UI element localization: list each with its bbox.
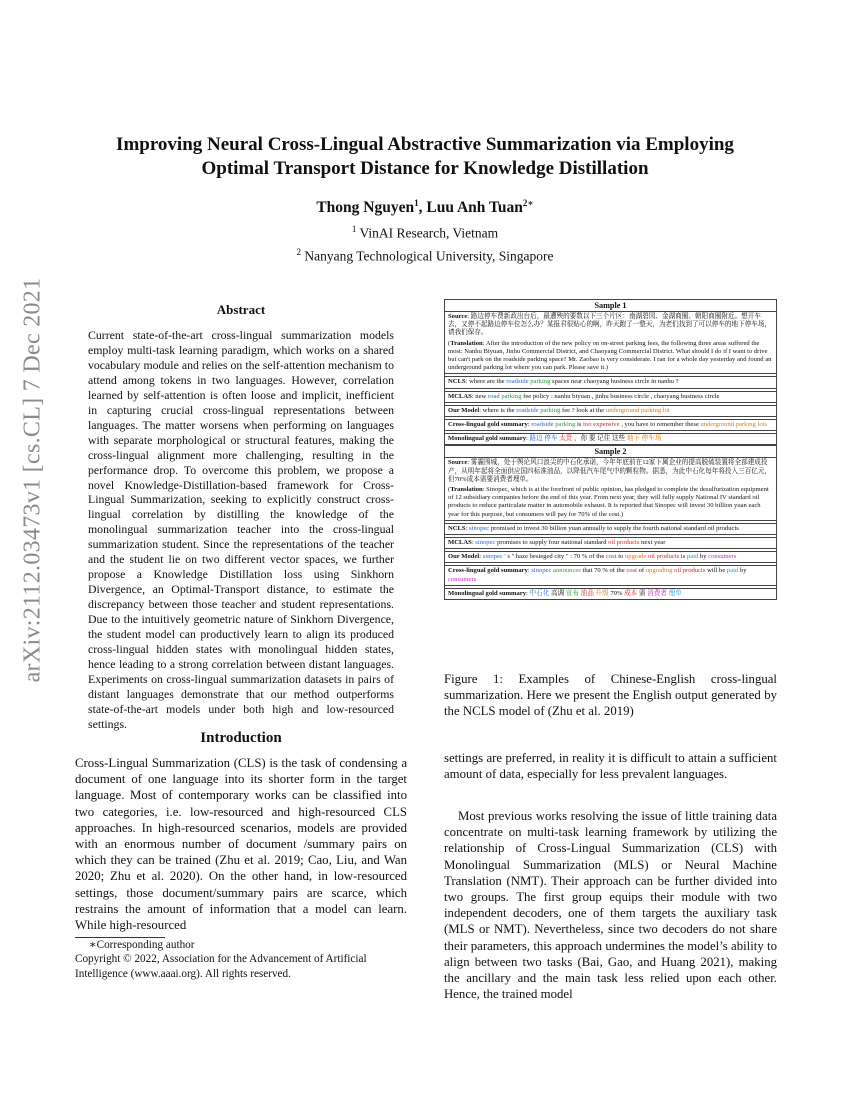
sample-1-crossling-gold <box>445 420 776 431</box>
label: NCLS <box>448 524 466 532</box>
seg: 70% <box>608 589 625 597</box>
label: NCLS <box>448 378 466 386</box>
sample-1-ours <box>445 406 776 417</box>
label: Source <box>448 459 468 467</box>
seg: ' s " haze besieged city " : 70 % of the <box>502 553 606 561</box>
title-line-2: Optimal Transport Distance for Knowledge Distillation <box>201 158 649 179</box>
sample-1-mono-gold <box>445 434 776 445</box>
seg: sinopec <box>531 567 552 575</box>
figure-1-table <box>444 299 777 600</box>
seg: paid <box>726 567 739 575</box>
seg: cost <box>626 567 637 575</box>
seg: 太贵 <box>559 435 573 443</box>
source-text: : 雾霾围城，处于舆论风口浪尖的中石化承诺，今年年底前在12家下属企业的提高脱硫装置将全部建成投产，从明年起将全面供应国四标准油品，以降低汽车尾气中的颗粒物。据悉，为此中石化每年将投入三百亿元，但70%成本需要消费者埋单。 <box>448 459 772 483</box>
sample-2-header: Sample 2 <box>445 445 776 458</box>
seg: : <box>527 421 532 429</box>
seg: of <box>636 567 646 575</box>
author-separator: , <box>418 199 427 217</box>
sample-2-mono-gold <box>445 589 776 599</box>
seg: 路边 停车 <box>529 435 558 443</box>
affil-1-text: VinAI Research, Vietnam <box>356 225 499 241</box>
seg: cost <box>605 553 617 561</box>
label: Monolingual gold summary <box>448 435 527 443</box>
seg: 需 <box>637 589 648 597</box>
source-text: : 路边停车费新政出台后，最遭殃的要数以下三个片区：南湖碧园、金湖商圈、朝阳商圈附近。想开车去，又停不起路边停车位怎么办？某报君很贴心的啊，昨天跑了一整天，为老们找到了可以停车的地下停车场，请我们保存。 <box>448 313 772 337</box>
seg: roadside <box>506 378 529 386</box>
arxiv-stamp <box>12 277 54 683</box>
seg: promised to invest 30 billion yuan annually to supply the fourth national standard oil products <box>489 524 739 532</box>
footnote-corresponding: ∗Corresponding author <box>89 939 195 951</box>
seg: announces <box>553 567 581 575</box>
seg: : <box>526 435 530 443</box>
translation-text: : Sinopec, which is at the forefront of public opinion, has pledged to complete the desulfurization equipment of 12 subsidiary companies before the end of this year. From next year, they will fully supply National IV standard oil products to reduce particulate matter in automobile exhaust. It is reported that Sinopec will invest 30 billion yuan each year for this purpose, but consumers will pay for 70% of the cost.) <box>448 486 769 518</box>
label: Our Model <box>448 406 480 414</box>
author-2: Luu Anh Tuan <box>426 199 523 217</box>
seg: 升级 <box>595 589 609 597</box>
label: Source <box>448 313 468 320</box>
seg: road <box>487 392 500 400</box>
title-line-1: Improving Neural Cross-Lingual Abstractive Summarization via Employing <box>116 134 734 155</box>
paper-title <box>70 133 780 181</box>
seg: sinopec <box>469 524 490 532</box>
seg: : new <box>471 392 488 400</box>
seg: parking <box>555 421 576 429</box>
seg: : where is the <box>479 406 517 414</box>
label: Translation <box>450 339 483 347</box>
affil-2-sup: 2 <box>296 246 301 257</box>
seg: upgrade <box>624 553 647 561</box>
seg: 油品 <box>580 589 594 597</box>
label: Cross-lingual gold summary <box>448 567 528 575</box>
seg: consumers <box>448 575 477 583</box>
seg: 中石化 <box>529 589 550 597</box>
sample-1-source <box>445 312 776 374</box>
seg: by <box>738 567 747 575</box>
seg: roadside <box>516 406 539 414</box>
seg: by <box>698 553 709 561</box>
right-paragraph-1: settings are preferred, in reality it is difficult to attain a sufficient amount of data, especially for less prevalent languages. <box>444 751 777 782</box>
label: Monolingual gold summary <box>448 589 527 597</box>
seg: consumers <box>708 553 737 561</box>
abstract-text: Current state-of-the-art cross-lingual summarization models employ multi-task learning paradigm, which works on a shared vocabulary module and relies on the self-attention mechanism to attend among tokens in two languages. However, correlation learned by self-attention is often loose and implicit, inefficient in capturing crucial cross-lingual representations between languages. The matter worsens when performing on languages with separate morphological or structural features, making the cross-lingual alignment more challenging, resulting in the performance drop. To overcome this problem, we propose a novel Knowledge-Distillation-based framework for Cross-Lingual Summarization, seeking to explicitly construct cross-lingual correlation by distilling the knowledge of the monolingual summarization teacher into the cross-lingual summarization student. Since the representations of the teacher and the student lie on two different vector spaces, we further propose a Knowledge Distillation loss using Sinkhorn Divergence, an Optimal-Transport distance, to estimate the discrepancy between those teacher and student representations. Due to the intuitively geometric nature of Sinkhorn Divergence, the student model can productively learn to align its produced cross-lingual hidden states with monolingual hidden states, hence leading to a strong correlation between distant languages. Experiments on cross-lingual summarization datasets in pairs of distant languages demonstrate that our method outperforms state-of-the-art models under both high and low-resourced settings. <box>88 328 394 731</box>
label: Cross-lingual gold summary <box>448 421 528 429</box>
affiliation-2 <box>70 243 780 266</box>
label: MCLAS <box>448 392 472 400</box>
seg: will be <box>705 567 727 575</box>
affil-2-text: Nanyang Technological University, Singapore <box>301 248 554 263</box>
footnotes <box>75 938 409 981</box>
abstract-heading: Abstract <box>216 302 266 317</box>
seg: : <box>479 553 483 561</box>
seg: 成本 <box>624 589 638 597</box>
translation: (Translation: After the introduction of the new policy on on-street parking fees, the following three areas suffered the most: Nanhu Biyuan, Jinhu Commercial District, and Chaoyang Commercial District. What should I do if I want to drive but can't park on the roadside parking space? Mr. Zaobao is very considerate. I ran for a whole day yesterday and found an underground parking lot where you can park. Please save it.) <box>448 339 772 372</box>
right-paragraph-2: Most previous works resolving the issue of little training data concentrate on multi-task learning framework by utilizing the relationship of Cross-Lingual Summarization (CLS) with Monolingual Summarization (MLS) or Neural Machine Translation (NMT). Their approach can be further divided into two groups. The first group equips their module with two independent decoders, one of them targets the auxiliary task (MLS or NMT). Nevertheless, since two decoders do not share their parameters, this approach undermines the model’s ability to align between two tasks (Bai, Gao, and Huang 2021), making the ancillary and the main task less relied upon each other. Hence, the trained model <box>444 809 777 1002</box>
sample-2-ncls <box>445 524 776 535</box>
sample-2-ours <box>445 552 776 563</box>
seg: oil products <box>647 553 680 561</box>
seg: roadside <box>531 421 554 429</box>
seg: : <box>471 539 476 547</box>
seg: upgrading <box>645 567 673 575</box>
seg: parking <box>540 406 561 414</box>
seg: 宣布 <box>565 589 579 597</box>
author-1-sup: 1 <box>414 198 419 208</box>
figure-1-caption: Figure 1: Examples of Chinese-English cross-lingual summarization. Here we present the English output generated by the NCLS model of (Zhu et al. 2019) <box>444 672 777 719</box>
seg: is <box>679 553 687 561</box>
seg: fee ? look at the <box>560 406 606 414</box>
translation-text: : After the introduction of the new policy on on-street parking fees, the following three areas suffered the most: Nanhu Biyuan, Jinhu Commercial District, and Chaoyang Commercial District. What should I do if I want to drive but can't park on the roadside parking space? Mr. Zaobao is very considerate. I ran for a whole day yesterday and found an underground parking lot where you can park. Please save it.) <box>448 339 772 372</box>
seg: sinopec <box>475 539 496 547</box>
seg: : <box>465 524 470 532</box>
seg: promises to supply four national standard <box>495 539 609 547</box>
label: Our Model <box>448 553 480 561</box>
seg: ，你 要 记住 这些 <box>572 435 627 443</box>
sample-2-mclas <box>445 538 776 549</box>
sample-1-header: Sample 1 <box>445 300 776 312</box>
seg: : where are the <box>465 378 507 386</box>
translation: (Translation: Sinopec, which is at the forefront of public opinion, has pledged to complete the desulfurization equipment of 12 subsidiary companies before the end of this year. From next year, they will fully supply National IV standard oil products to reduce particulate matter in automobile exhaust. It is reported that Sinopec will invest 30 billion yuan each year for this purpose, but consumers will pay for 70% of the cost.) <box>448 486 769 518</box>
seg: parking <box>530 378 551 386</box>
seg: spaces near chaoyang business circle in nanhu ? <box>550 378 679 386</box>
seg: , you have to remember these <box>619 421 701 429</box>
seg: is <box>575 421 584 429</box>
seg: parking <box>501 392 522 400</box>
affil-1-sup: 1 <box>351 224 357 234</box>
sample-2-source <box>445 458 776 520</box>
seg: 高调 <box>549 589 566 597</box>
seg: 消费者 <box>647 589 667 597</box>
seg: next year <box>639 539 666 547</box>
seg: sinopec <box>482 553 503 561</box>
arxiv-id: arXiv:2112.03473v1 [cs.CL] 7 Dec 2021 <box>19 277 46 683</box>
seg: : <box>526 589 530 597</box>
sample-2-crossling-gold <box>445 566 776 585</box>
seg: 埋单 <box>668 589 682 597</box>
seg: fee policy : nanhu biyuan , jinhu business circle , chaoyang business circle <box>521 392 720 400</box>
affiliation-1 <box>70 220 780 243</box>
label: Translation <box>450 486 483 494</box>
sample-1-mclas <box>445 392 776 403</box>
introduction-heading: Introduction <box>200 730 282 746</box>
sample-1-ncls <box>445 377 776 388</box>
seg: : <box>527 567 532 575</box>
label: MCLAS <box>448 539 472 547</box>
seg: underground parking lots <box>700 421 768 429</box>
seg: too expensive <box>583 421 620 429</box>
affiliations <box>70 220 780 265</box>
footnote-copyright: Copyright © 2022, Association for the Advancement of Artificial Intelligence (www.aaai.org). All rights reserved. <box>75 953 367 980</box>
seg: underground parking lot <box>605 406 670 414</box>
seg: oil products <box>608 539 640 547</box>
author-2-sup: 2∗ <box>522 198 534 208</box>
authors <box>70 198 780 217</box>
introduction-text: Cross-Lingual Summarization (CLS) is the task of condensing a document of one language into its shorter form in the target language. Most of contemporary works can be classified into two categories, i.e. low-resourced and high-resourced CLS approaches. In high-resourced scenarios, models are provided with an enormous number of document /summary pairs on which they can be trained (Zhu et al. 2019; Cao, Liu, and Wan 2020; Zhu et al. 2020). On the other hand, in low-resourced settings, those document/summary pairs are scarce, which restrains the amount of information that a model can learn. While high-resourced <box>75 756 407 933</box>
seg: paid <box>686 553 699 561</box>
seg: oil products <box>674 567 706 575</box>
seg: to <box>616 553 625 561</box>
seg: 地下 停车场 <box>626 435 662 443</box>
author-1: Thong Nguyen <box>316 199 415 217</box>
seg: that 70 % of the <box>580 567 627 575</box>
